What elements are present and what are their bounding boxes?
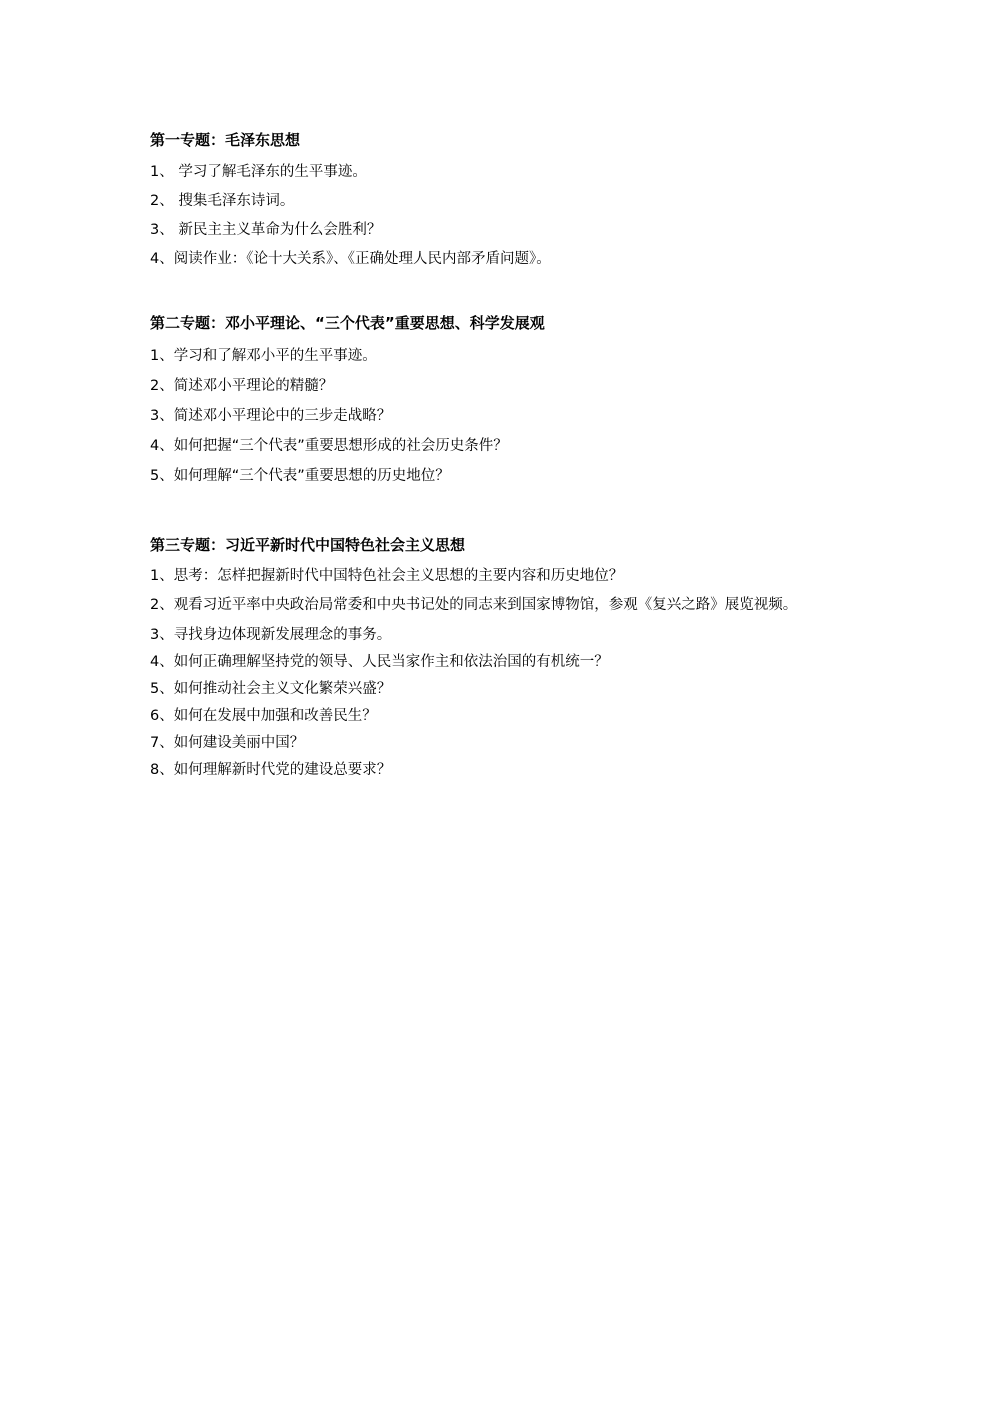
list-item: 5、如何推动社会主义文化繁荣兴盛？	[150, 681, 392, 697]
list-item: 2、 搜集毛泽东诗词。	[150, 193, 295, 209]
section-deng-xiaoping-theory	[150, 313, 850, 491]
section-xi-jinping-thought	[150, 535, 850, 784]
list-item: 3、 新民主主义革命为什么会胜利？	[150, 222, 382, 238]
list-item: 7、如何建设美丽中国？	[150, 735, 305, 751]
list-item: 4、如何把握“三个代表”重要思想形成的社会历史条件？	[150, 438, 508, 454]
section-heading: 第三专题：习近平新时代中国特色社会主义思想	[150, 536, 466, 554]
section-mao-zedong-thought	[150, 130, 850, 274]
list-item: 4、如何正确理解坚持党的领导、人民当家作主和依法治国的有机统一？	[150, 654, 609, 670]
list-item: 6、如何在发展中加强和改善民生？	[150, 708, 377, 724]
section-heading: 第二专题：邓小平理论、“三个代表”重要思想、科学发展观	[150, 314, 545, 332]
list-item: 2、观看习近平率中央政治局常委和中央书记处的同志来到国家博物馆，参观《复兴之路》展览视频。	[150, 597, 798, 613]
list-item: 4、阅读作业：《论十大关系》、《正确处理人民内部矛盾问题》。	[150, 251, 551, 267]
list-item: 2、简述邓小平理论的精髓？	[150, 378, 334, 394]
list-item: 3、简述邓小平理论中的三步走战略？	[150, 408, 392, 424]
list-item: 1、 学习了解毛泽东的生平事迹。	[150, 164, 367, 180]
item-list	[150, 341, 850, 491]
item-list	[150, 563, 850, 784]
list-item: 5、如何理解“三个代表”重要思想的历史地位？	[150, 468, 450, 484]
list-item: 1、学习和了解邓小平的生平事迹。	[150, 348, 377, 364]
list-item: 3、寻找身边体现新发展理念的事务。	[150, 627, 392, 643]
list-item: 1、思考：怎样把握新时代中国特色社会主义思想的主要内容和历史地位？	[150, 568, 624, 584]
item-list	[150, 158, 850, 274]
section-heading: 第一专题：毛泽东思想	[150, 131, 301, 149]
list-item: 8、如何理解新时代党的建设总要求？	[150, 762, 392, 778]
